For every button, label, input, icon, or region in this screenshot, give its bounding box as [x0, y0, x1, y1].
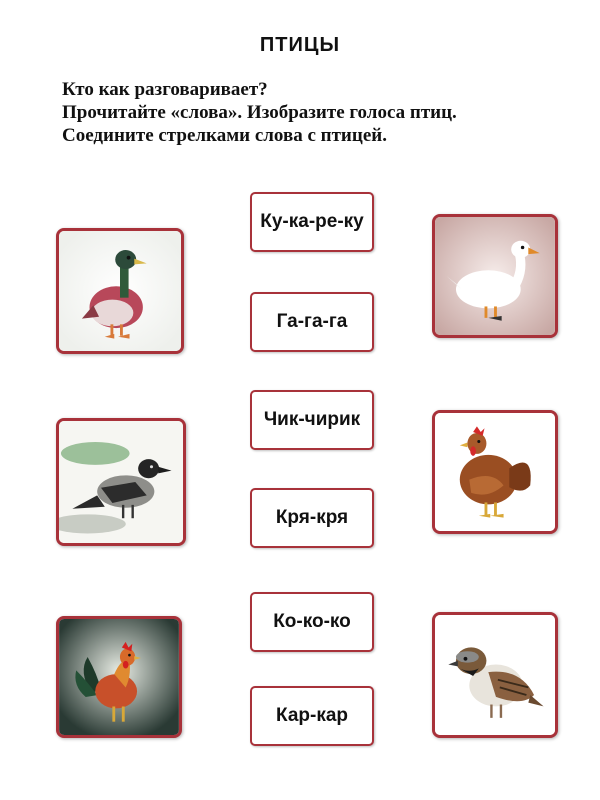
bird-card-hen[interactable] [432, 410, 558, 534]
word-card-ko-ko-ko[interactable]: Ко-ко-ко [250, 592, 374, 652]
page-title: ПТИЦЫ [259, 34, 341, 56]
instructions [62, 78, 582, 147]
bird-card-duck[interactable] [56, 228, 184, 354]
instruction-line-1: Кто как разговаривает? [62, 79, 268, 100]
bird-card-rooster[interactable] [56, 616, 182, 738]
crow-icon [59, 421, 183, 543]
word-card-kukareku[interactable]: Ку-ка-ре-ку [250, 192, 374, 252]
duck-icon [59, 231, 181, 351]
sparrow-icon [435, 615, 555, 735]
instruction-line-3: Соедините стрелками слова с птицей. [62, 125, 387, 146]
word-card-kar-kar[interactable]: Кар-кар [250, 686, 374, 746]
bird-card-goose[interactable] [432, 214, 558, 338]
goose-icon [435, 217, 555, 335]
word-card-chik-chirik[interactable]: Чик-чирик [250, 390, 374, 450]
rooster-icon [59, 619, 179, 735]
bird-card-sparrow[interactable] [432, 612, 558, 738]
bird-card-crow[interactable] [56, 418, 186, 546]
instruction-line-2: Прочитайте «слова». Изобразите голоса птиц. [62, 102, 457, 123]
word-card-krya-krya[interactable]: Кря-кря [250, 488, 374, 548]
word-card-gagaga[interactable]: Га-га-га [250, 292, 374, 352]
hen-icon [435, 413, 555, 531]
